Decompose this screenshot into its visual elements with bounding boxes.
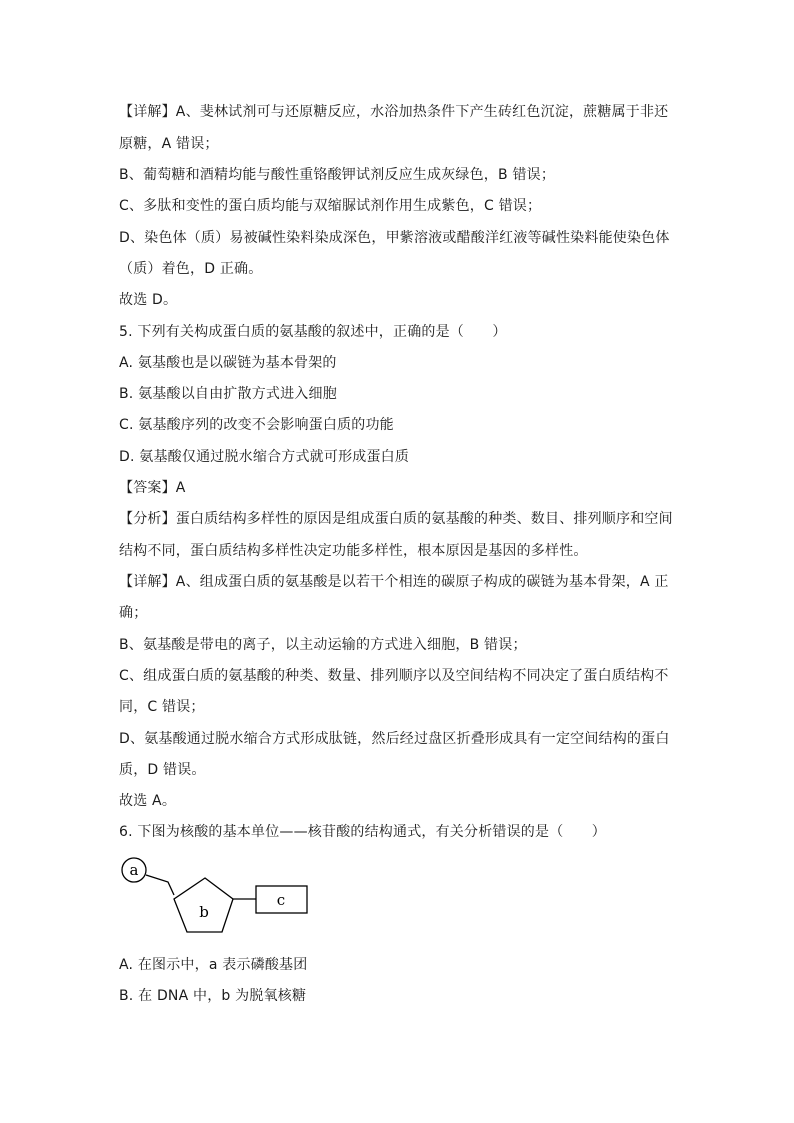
text-line: B、葡萄糖和酒精均能与酸性重铬酸钾试剂反应生成灰绿色，B 错误； <box>119 167 556 183</box>
label-b: b <box>199 903 209 921</box>
label-a: a <box>129 861 139 879</box>
question-5-stem: 5. 下列有关构成蛋白质的氨基酸的叙述中，正确的是（ ） <box>119 324 507 340</box>
text-line: D、染色体（质）易被碱性染料染成深色，甲紫溶液或醋酸洋红液等碱性染料能使染色体 <box>119 230 670 246</box>
text-line: C、多肽和变性的蛋白质均能与双缩脲试剂作用生成紫色，C 错误； <box>119 198 542 214</box>
explanation-line: D、氨基酸通过脱水缩合方式形成肽链，然后经过盘区折叠形成具有一定空间结构的蛋白 <box>119 731 670 747</box>
answer-line: 【答案】A <box>119 480 186 496</box>
question-5-option-b: B. 氨基酸以自由扩散方式进入细胞 <box>119 386 337 402</box>
connector-a-b <box>146 875 174 895</box>
analysis-line: 【分析】蛋白质结构多样性的原因是组成蛋白质的氨基酸的种类、数目、排列顺序和空间 <box>119 511 673 527</box>
question-6-option-b: B. 在 DNA 中，b 为脱氧核糖 <box>119 988 307 1004</box>
text-line: 原糖，A 错误； <box>119 136 219 152</box>
explanation-line: B、氨基酸是带电的离子，以主动运输的方式进入细胞，B 错误； <box>119 637 527 653</box>
explanation-line: C、组成蛋白质的氨基酸的种类、数量、排列顺序以及空间结构不同决定了蛋白质结构不 <box>119 668 669 684</box>
explanation-line: 【详解】A、组成蛋白质的氨基酸是以若干个相连的碳原子构成的碳链为基本骨架，A 正 <box>119 574 669 590</box>
question-5-option-d: D. 氨基酸仅通过脱水缩合方式就可形成蛋白质 <box>119 449 410 465</box>
text-line: 【详解】A、斐林试剂可与还原糖反应，水浴加热条件下产生砖红色沉淀，蔗糖属于非还 <box>119 104 669 120</box>
label-c: c <box>276 891 286 909</box>
analysis-line: 结构不同，蛋白质结构多样性决定功能多样性，根本原因是基因的多样性。 <box>119 543 588 559</box>
question-6-option-a: A. 在图示中，a 表示磷酸基团 <box>119 957 308 973</box>
question-6-stem: 6. 下图为核酸的基本单位——核苷酸的结构通式，有关分析错误的是（ ） <box>119 824 607 840</box>
text-line: （质）着色，D 正确。 <box>119 261 263 277</box>
text-line: 故选 D。 <box>119 292 178 308</box>
question-5-option-c: C. 氨基酸序列的改变不会影响蛋白质的功能 <box>119 417 394 433</box>
explanation-line: 质，D 错误。 <box>119 762 206 778</box>
question-5-option-a: A. 氨基酸也是以碳链为基本骨架的 <box>119 355 337 371</box>
conclusion-line: 故选 A。 <box>119 793 177 809</box>
explanation-line: 确； <box>119 605 148 621</box>
explanation-line: 同，C 错误； <box>119 699 205 715</box>
nucleotide-diagram <box>118 850 318 940</box>
